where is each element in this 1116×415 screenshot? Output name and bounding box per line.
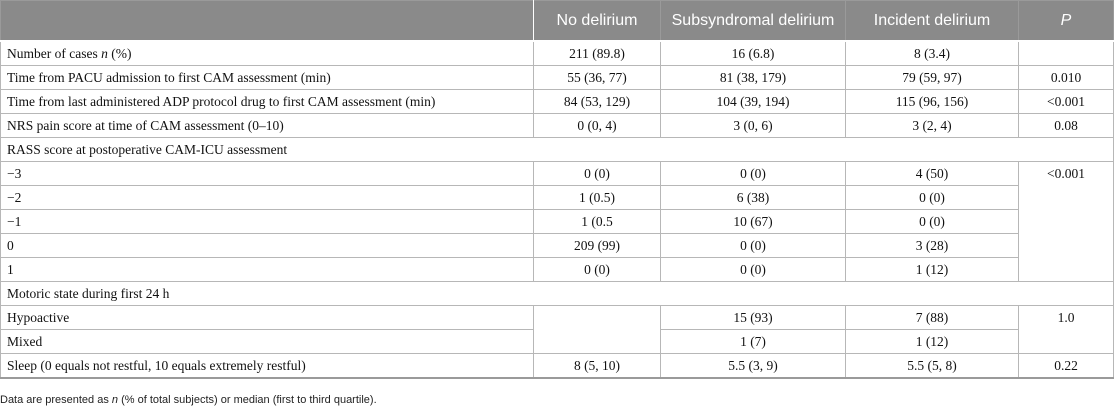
row-rass-minus-2 — [1, 186, 1114, 210]
row-label: Time from last administered ADP protocol drug to first CAM assessment (min) — [1, 90, 534, 114]
cell-subsyndromal: 1 (7) — [661, 330, 846, 354]
cell-no-delirium: 211 (89.8) — [534, 41, 661, 66]
cell-incident: 8 (3.4) — [846, 41, 1019, 66]
cell-no-delirium: 55 (36, 77) — [534, 66, 661, 90]
row-motor-heading — [1, 282, 1114, 306]
header-row — [1, 1, 1114, 42]
row-label: Number of cases n (%) — [1, 41, 534, 66]
cell-subsyndromal: 6 (38) — [661, 186, 846, 210]
cell-subsyndromal: 5.5 (3, 9) — [661, 354, 846, 379]
section-heading: Motoric state during first 24 h — [1, 282, 1114, 306]
row-label: 1 — [1, 258, 534, 282]
cell-subsyndromal: 81 (38, 179) — [661, 66, 846, 90]
cell-no-delirium: 84 (53, 129) — [534, 90, 661, 114]
header-p-value: P — [1019, 1, 1114, 42]
cell-no-delirium: 209 (99) — [534, 234, 661, 258]
section-heading: RASS score at postoperative CAM-ICU assessment — [1, 138, 1114, 162]
cell-p-rass: <0.001 — [1019, 162, 1114, 282]
row-motor-hypoactive — [1, 306, 1114, 330]
row-label: Sleep (0 equals not restful, 10 equals extremely restful) — [1, 354, 534, 379]
cell-no-delirium: 0 (0) — [534, 162, 661, 186]
row-rass-0 — [1, 234, 1114, 258]
cell-incident: 4 (50) — [846, 162, 1019, 186]
cell-p: 0.010 — [1019, 66, 1114, 90]
cell-incident: 0 (0) — [846, 186, 1019, 210]
cell-incident: 5.5 (5, 8) — [846, 354, 1019, 379]
cell-no-delirium: 8 (5, 10) — [534, 354, 661, 379]
cell-subsyndromal: 0 (0) — [661, 234, 846, 258]
cell-incident: 3 (28) — [846, 234, 1019, 258]
cell-incident: 1 (12) — [846, 258, 1019, 282]
row-label: 0 — [1, 234, 534, 258]
cell-subsyndromal: 10 (67) — [661, 210, 846, 234]
cell-no-delirium: 1 (0.5 — [534, 210, 661, 234]
cell-p — [1019, 41, 1114, 66]
row-adp-time — [1, 90, 1114, 114]
row-label: Time from PACU admission to first CAM assessment (min) — [1, 66, 534, 90]
header-incident-delirium: Incident delirium — [846, 1, 1019, 42]
header-blank — [1, 1, 534, 42]
cell-incident: 79 (59, 97) — [846, 66, 1019, 90]
row-label: −1 — [1, 210, 534, 234]
row-label: NRS pain score at time of CAM assessment (0–10) — [1, 114, 534, 138]
cell-no-delirium-empty — [534, 306, 661, 354]
cell-subsyndromal: 15 (93) — [661, 306, 846, 330]
row-label: Hypoactive — [1, 306, 534, 330]
cell-incident: 0 (0) — [846, 210, 1019, 234]
cell-subsyndromal: 104 (39, 194) — [661, 90, 846, 114]
row-sleep — [1, 354, 1114, 379]
table-footnote: Data are presented as n (% of total subjects) or median (first to third quartile). — [0, 394, 377, 406]
cell-p-motor: 1.0 — [1019, 306, 1114, 354]
cell-p: 0.22 — [1019, 354, 1114, 379]
cell-subsyndromal: 16 (6.8) — [661, 41, 846, 66]
cell-p: <0.001 — [1019, 90, 1114, 114]
cell-incident: 1 (12) — [846, 330, 1019, 354]
row-number-of-cases — [1, 41, 1114, 66]
row-nrs-pain — [1, 114, 1114, 138]
row-rass-minus-3 — [1, 162, 1114, 186]
cell-incident: 3 (2, 4) — [846, 114, 1019, 138]
cell-subsyndromal: 0 (0) — [661, 258, 846, 282]
row-label: Mixed — [1, 330, 534, 354]
cell-incident: 7 (88) — [846, 306, 1019, 330]
cell-no-delirium: 1 (0.5) — [534, 186, 661, 210]
header-no-delirium: No delirium — [534, 1, 661, 42]
row-rass-minus-1 — [1, 210, 1114, 234]
row-rass-heading — [1, 138, 1114, 162]
row-label: −3 — [1, 162, 534, 186]
cell-subsyndromal: 3 (0, 6) — [661, 114, 846, 138]
row-label: −2 — [1, 186, 534, 210]
row-pacu-time — [1, 66, 1114, 90]
cell-no-delirium: 0 (0) — [534, 258, 661, 282]
cell-subsyndromal: 0 (0) — [661, 162, 846, 186]
header-subsyndromal-delirium: Subsyndromal delirium — [661, 1, 846, 42]
cell-p: 0.08 — [1019, 114, 1114, 138]
row-rass-1 — [1, 258, 1114, 282]
cell-incident: 115 (96, 156) — [846, 90, 1019, 114]
cell-no-delirium: 0 (0, 4) — [534, 114, 661, 138]
